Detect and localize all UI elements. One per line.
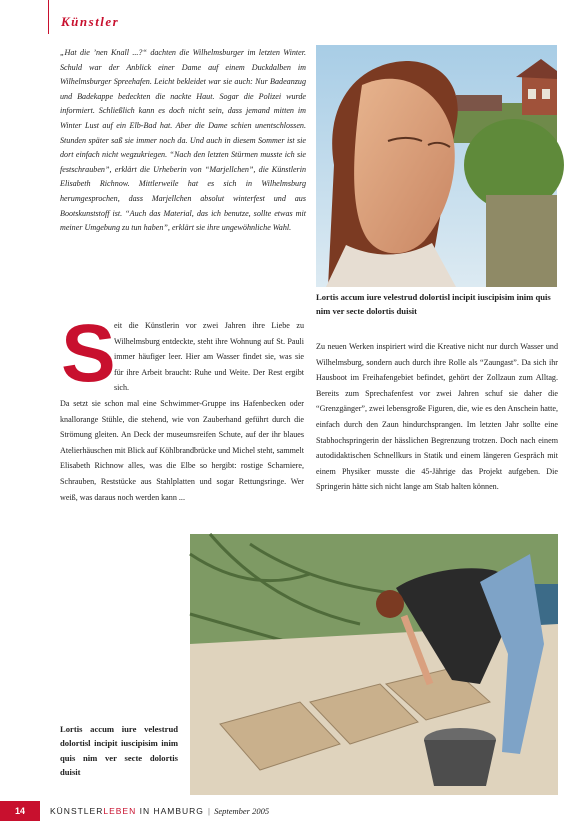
portrait-photo bbox=[316, 45, 557, 287]
publication-name bbox=[50, 801, 269, 821]
sculpture-photo bbox=[190, 534, 558, 795]
intro-paragraph: „Hat die ’nen Knall ...?“ dachten die Wilhelmsburger im letzten Winter. Schuld war der Anblick einer Dame auf einem Duckdalben im Wilhelmsburger Spreehafen. Leicht bekleidet war sie auch: Nur Badeanzug und Badekappe bedeckten die nackte Haut. Sogar die Polizei wurde informiert. Schließlich kann es doch nicht sein, dass jemand mitten im Winter Lust auf ein Elb-Bad hat. Aber die Dame schien unentschlossen. Stunden später saß sie immer noch da. Und auch in diesem Sommer ist sie dort einfach nicht wegzukriegen. “Nach den letzten Stürmen musste ich sie festschrauben”, erklärt die Urheberin von “Marjellchen”, die Künstlerin Elisabeth Richnow. Mittlerweile hat es sich in Wilhelmsburg herumgesprochen, dass Marjellchen absolut winterfest und aus Bootskunststoff ist. “Auch das Material, das ich benutze, sollte etwas mit meiner Umgebung zu tun haben”, erklärt sie ihre ungewöhnliche Wahl. bbox=[60, 48, 306, 233]
body-column-right: Zu neuen Werken inspiriert wird die Kreative nicht nur durch Wasser und Wilhelmsburg, sondern auch durch ihre Rolle als “Zaungast”. Da sich ihr Hausboot im Freihafengebiet befindet, gehört der Zollzaun zum Alltag. Bereits zum Sprechafenfest vor zwei Jahren schuf sie daher die “Grenzgänger”, zwei lebensgroße Figuren, die, wie es den Anschein hatte, einfach durch den Zaun hindurchsprangen. Im letzten Jahr sollte eine Stabhochspringerin der hässlichen Begrenzung trotzen. Doch nach einem autodidaktischen Schnellkurs in Statik und einem längeren Gespräch mit einem Physiker musste die 45-Jährige das Projekt aufgeben. Die Springerin hätte sich nicht lange am Stab halten können. bbox=[316, 342, 558, 492]
photo-caption-top: Lortis accum iure velestrud dolortisl incipit iuscipisim inim quis nim ver secte dolortis duisit bbox=[316, 292, 551, 316]
drop-cap: S bbox=[61, 308, 116, 399]
body-column-left bbox=[60, 308, 304, 505]
publication-name-part: KÜNSTLER bbox=[50, 806, 104, 816]
publication-name-accent: LEBEN bbox=[103, 806, 137, 816]
issue-date: September 2005 bbox=[214, 806, 270, 816]
page-footer bbox=[0, 801, 568, 821]
body-paragraph: Da setzt sie schon mal eine Schwimmer-Gruppe ins Hafenbecken oder knallorange Stühle, die stehend, wie von Zauberhand geführt durch die Strömung gleiten. An Deck der museumsreifen Schute, auf der ihr blaues Atelierhäuschen mit Blick auf Köhlbrandbrücke und Michel steht, sammelt Elisabeth Richnow alles, was die Elbe so hergibt: rostige Scharniere, Schrauben, Reststücke aus Stahlplatten und sogar Rettungsringe. Wer weiß, was daraus noch werden kann ... bbox=[60, 398, 304, 502]
page-number: 14 bbox=[0, 801, 40, 821]
section-title: Künstler bbox=[61, 14, 120, 29]
body-lead-paragraph: eit die Künstlerin vor zwei Jahren ihre Liebe zu Wilhelmsburg entdeckte, steht ihre Wohnung auf St. Pauli immer häufiger leer. Hier am Wasser findet sie, was sie für ihre Arbeit braucht: Ruhe und Weite. Der Rest ergibt sich. bbox=[114, 321, 304, 393]
photo-caption-bottom: Lortis accum iure velestrud dolortisl incipit iuscipisim inim quis nim ver secte dolortis duisit bbox=[60, 724, 178, 778]
footer-separator: | bbox=[207, 806, 211, 816]
publication-name-part: IN HAMBURG bbox=[136, 806, 204, 816]
section-header bbox=[48, 0, 189, 34]
